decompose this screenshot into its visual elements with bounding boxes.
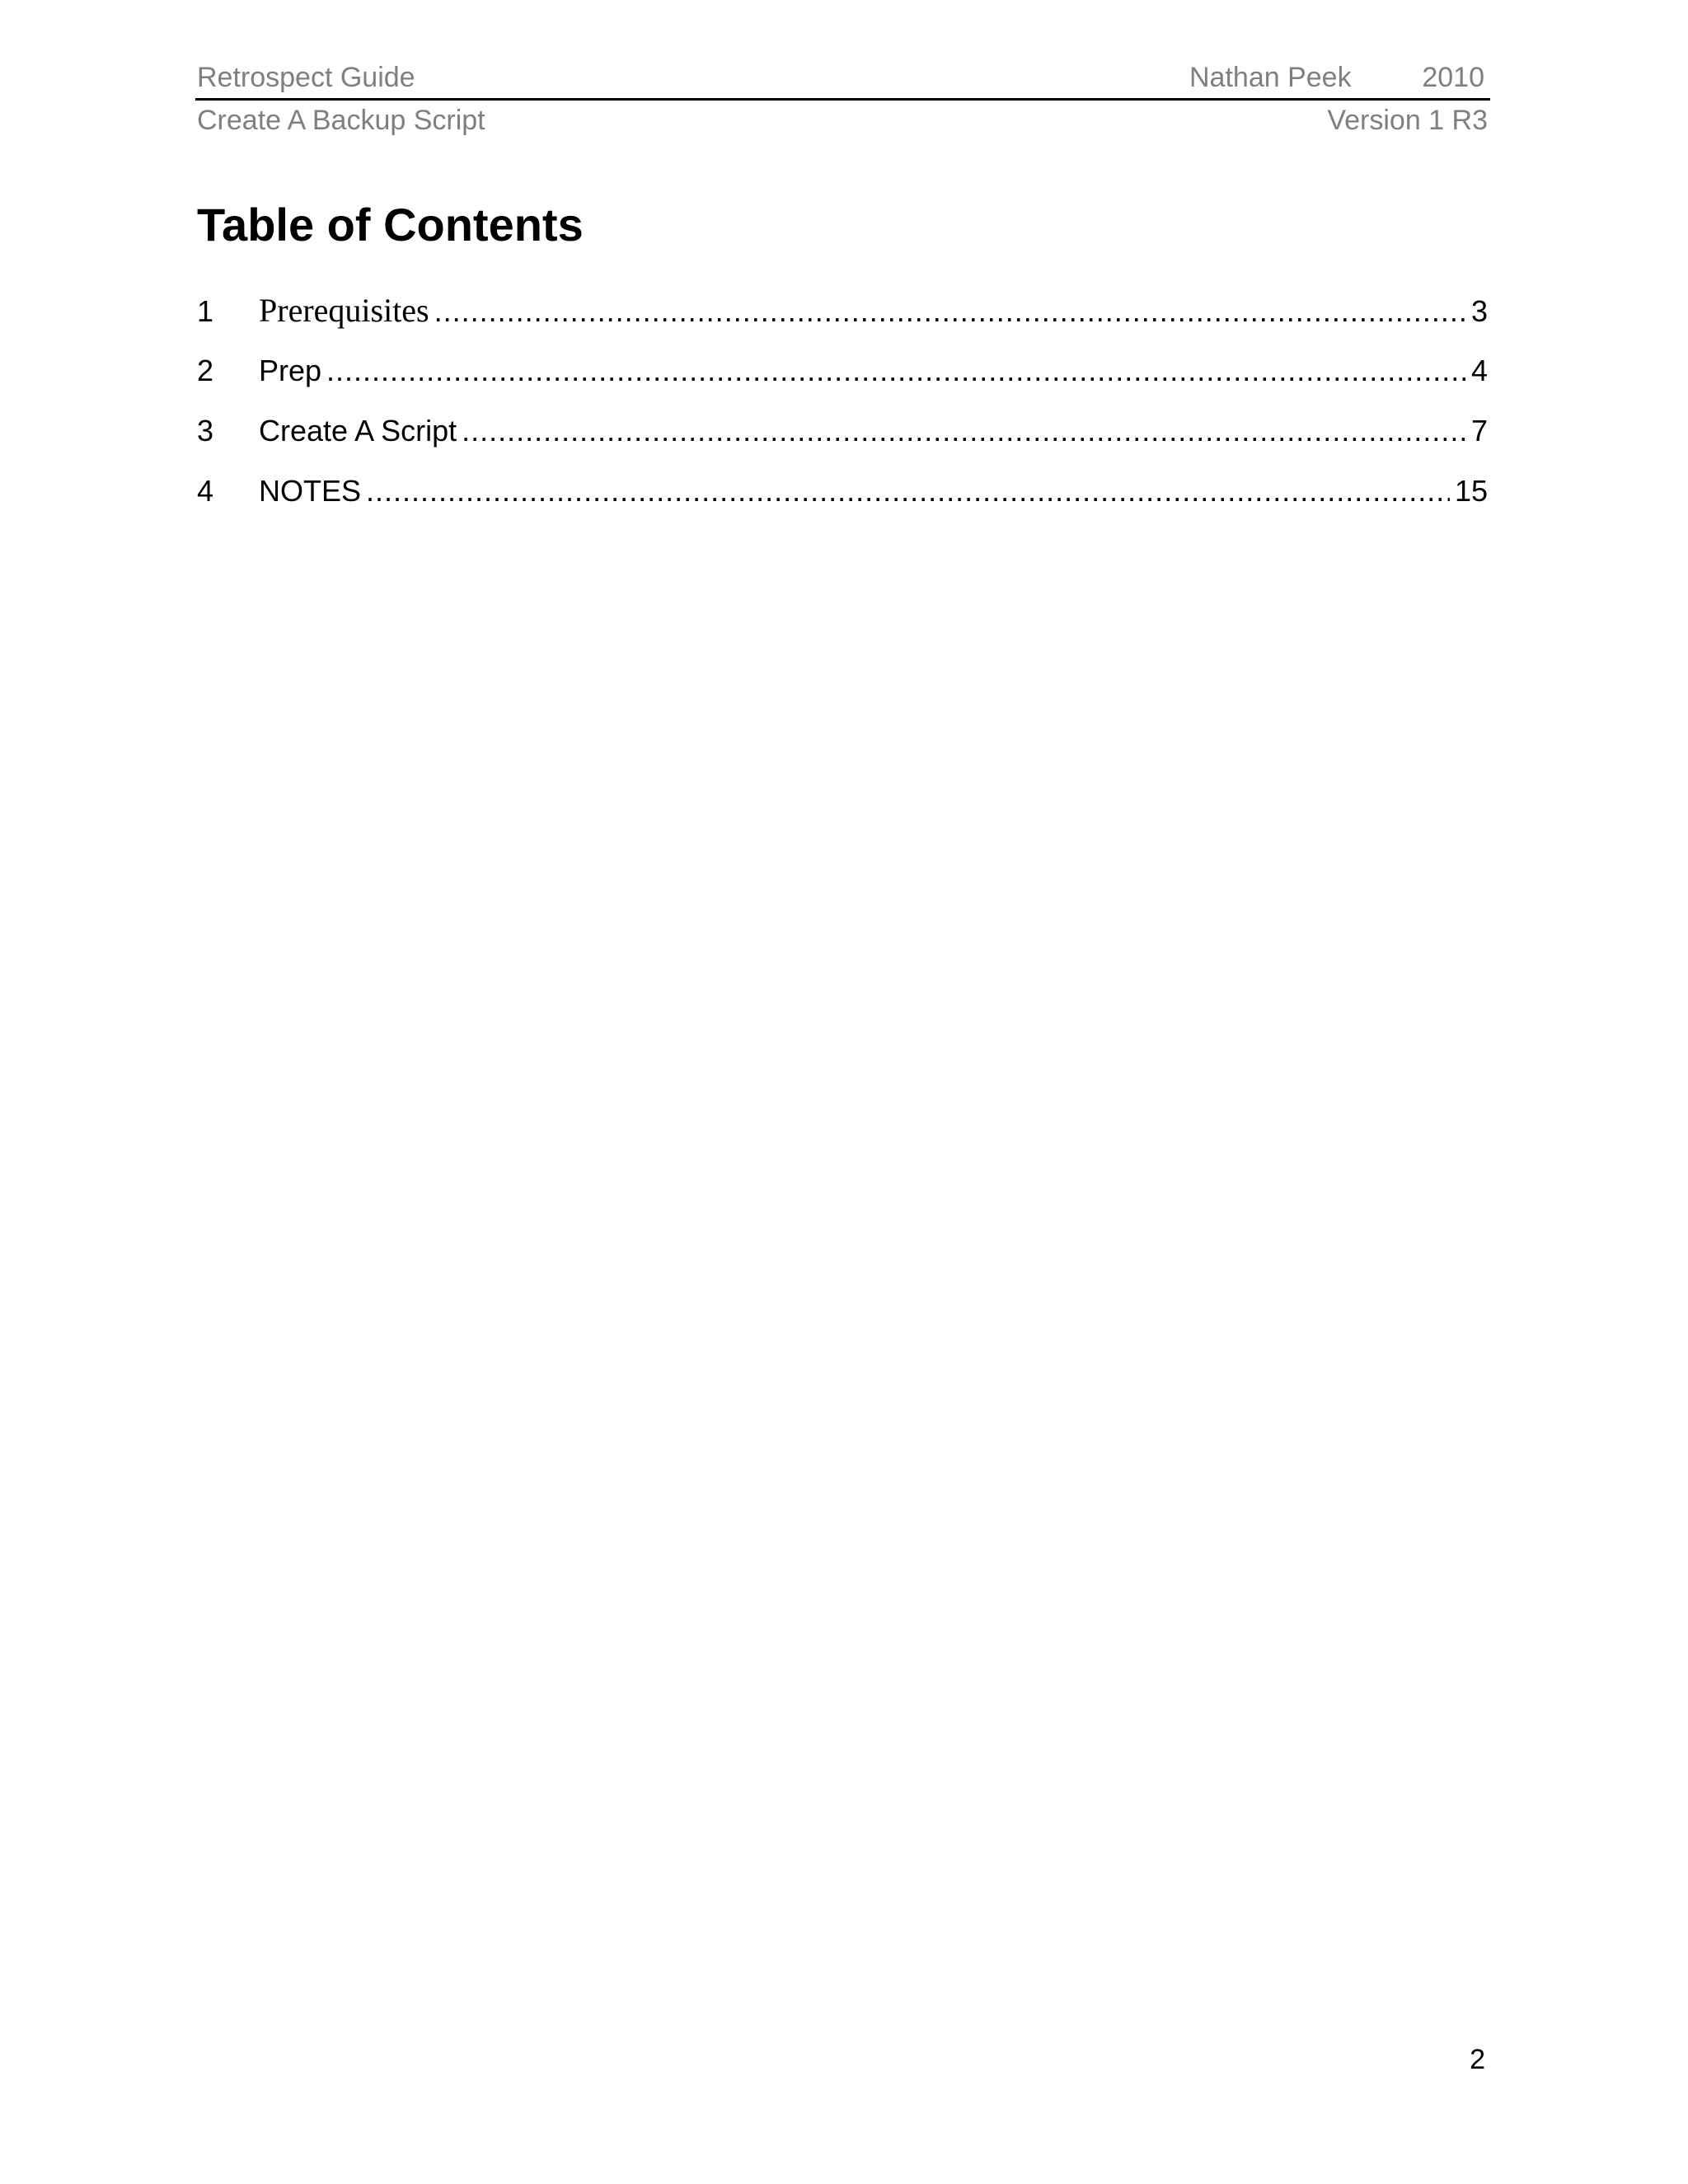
toc-entry-text: Prerequisites: [259, 292, 429, 329]
table-of-contents: [197, 293, 1488, 533]
header-doc-title: Create A Backup Script: [197, 105, 485, 136]
header-year: 2010: [1422, 62, 1484, 93]
toc-dot-leader: [326, 353, 1466, 389]
header-author: Nathan Peek: [1189, 62, 1352, 93]
toc-entry-page: 15: [1454, 474, 1488, 508]
toc-entry-prerequisites[interactable]: [197, 293, 1488, 353]
page-number: 2: [1470, 2044, 1485, 2075]
toc-entry-page: 3: [1470, 294, 1488, 328]
toc-dot-leader: [366, 473, 1450, 509]
header-version: Version 1 R3: [1327, 105, 1488, 136]
toc-dot-leader: [462, 413, 1466, 449]
header-divider: [195, 98, 1490, 101]
toc-entry-number: 2: [197, 354, 214, 387]
toc-entry-number: 3: [197, 414, 214, 448]
toc-entry-number: 4: [197, 474, 214, 508]
toc-entry-create-a-script[interactable]: [197, 413, 1488, 473]
toc-entry-text: NOTES: [259, 474, 362, 508]
toc-entry-text: Create A Script: [259, 414, 457, 448]
toc-entry-notes[interactable]: [197, 473, 1488, 533]
toc-entry-number: 1: [197, 294, 214, 328]
toc-entry-text: Prep: [259, 354, 322, 387]
toc-entry-page: 4: [1470, 354, 1488, 387]
header-guide-title: Retrospect Guide: [197, 62, 415, 93]
toc-heading: Table of Contents: [197, 199, 584, 251]
toc-entry-prep[interactable]: [197, 353, 1488, 413]
toc-dot-leader: [434, 293, 1466, 330]
toc-entry-page: 7: [1470, 414, 1488, 448]
